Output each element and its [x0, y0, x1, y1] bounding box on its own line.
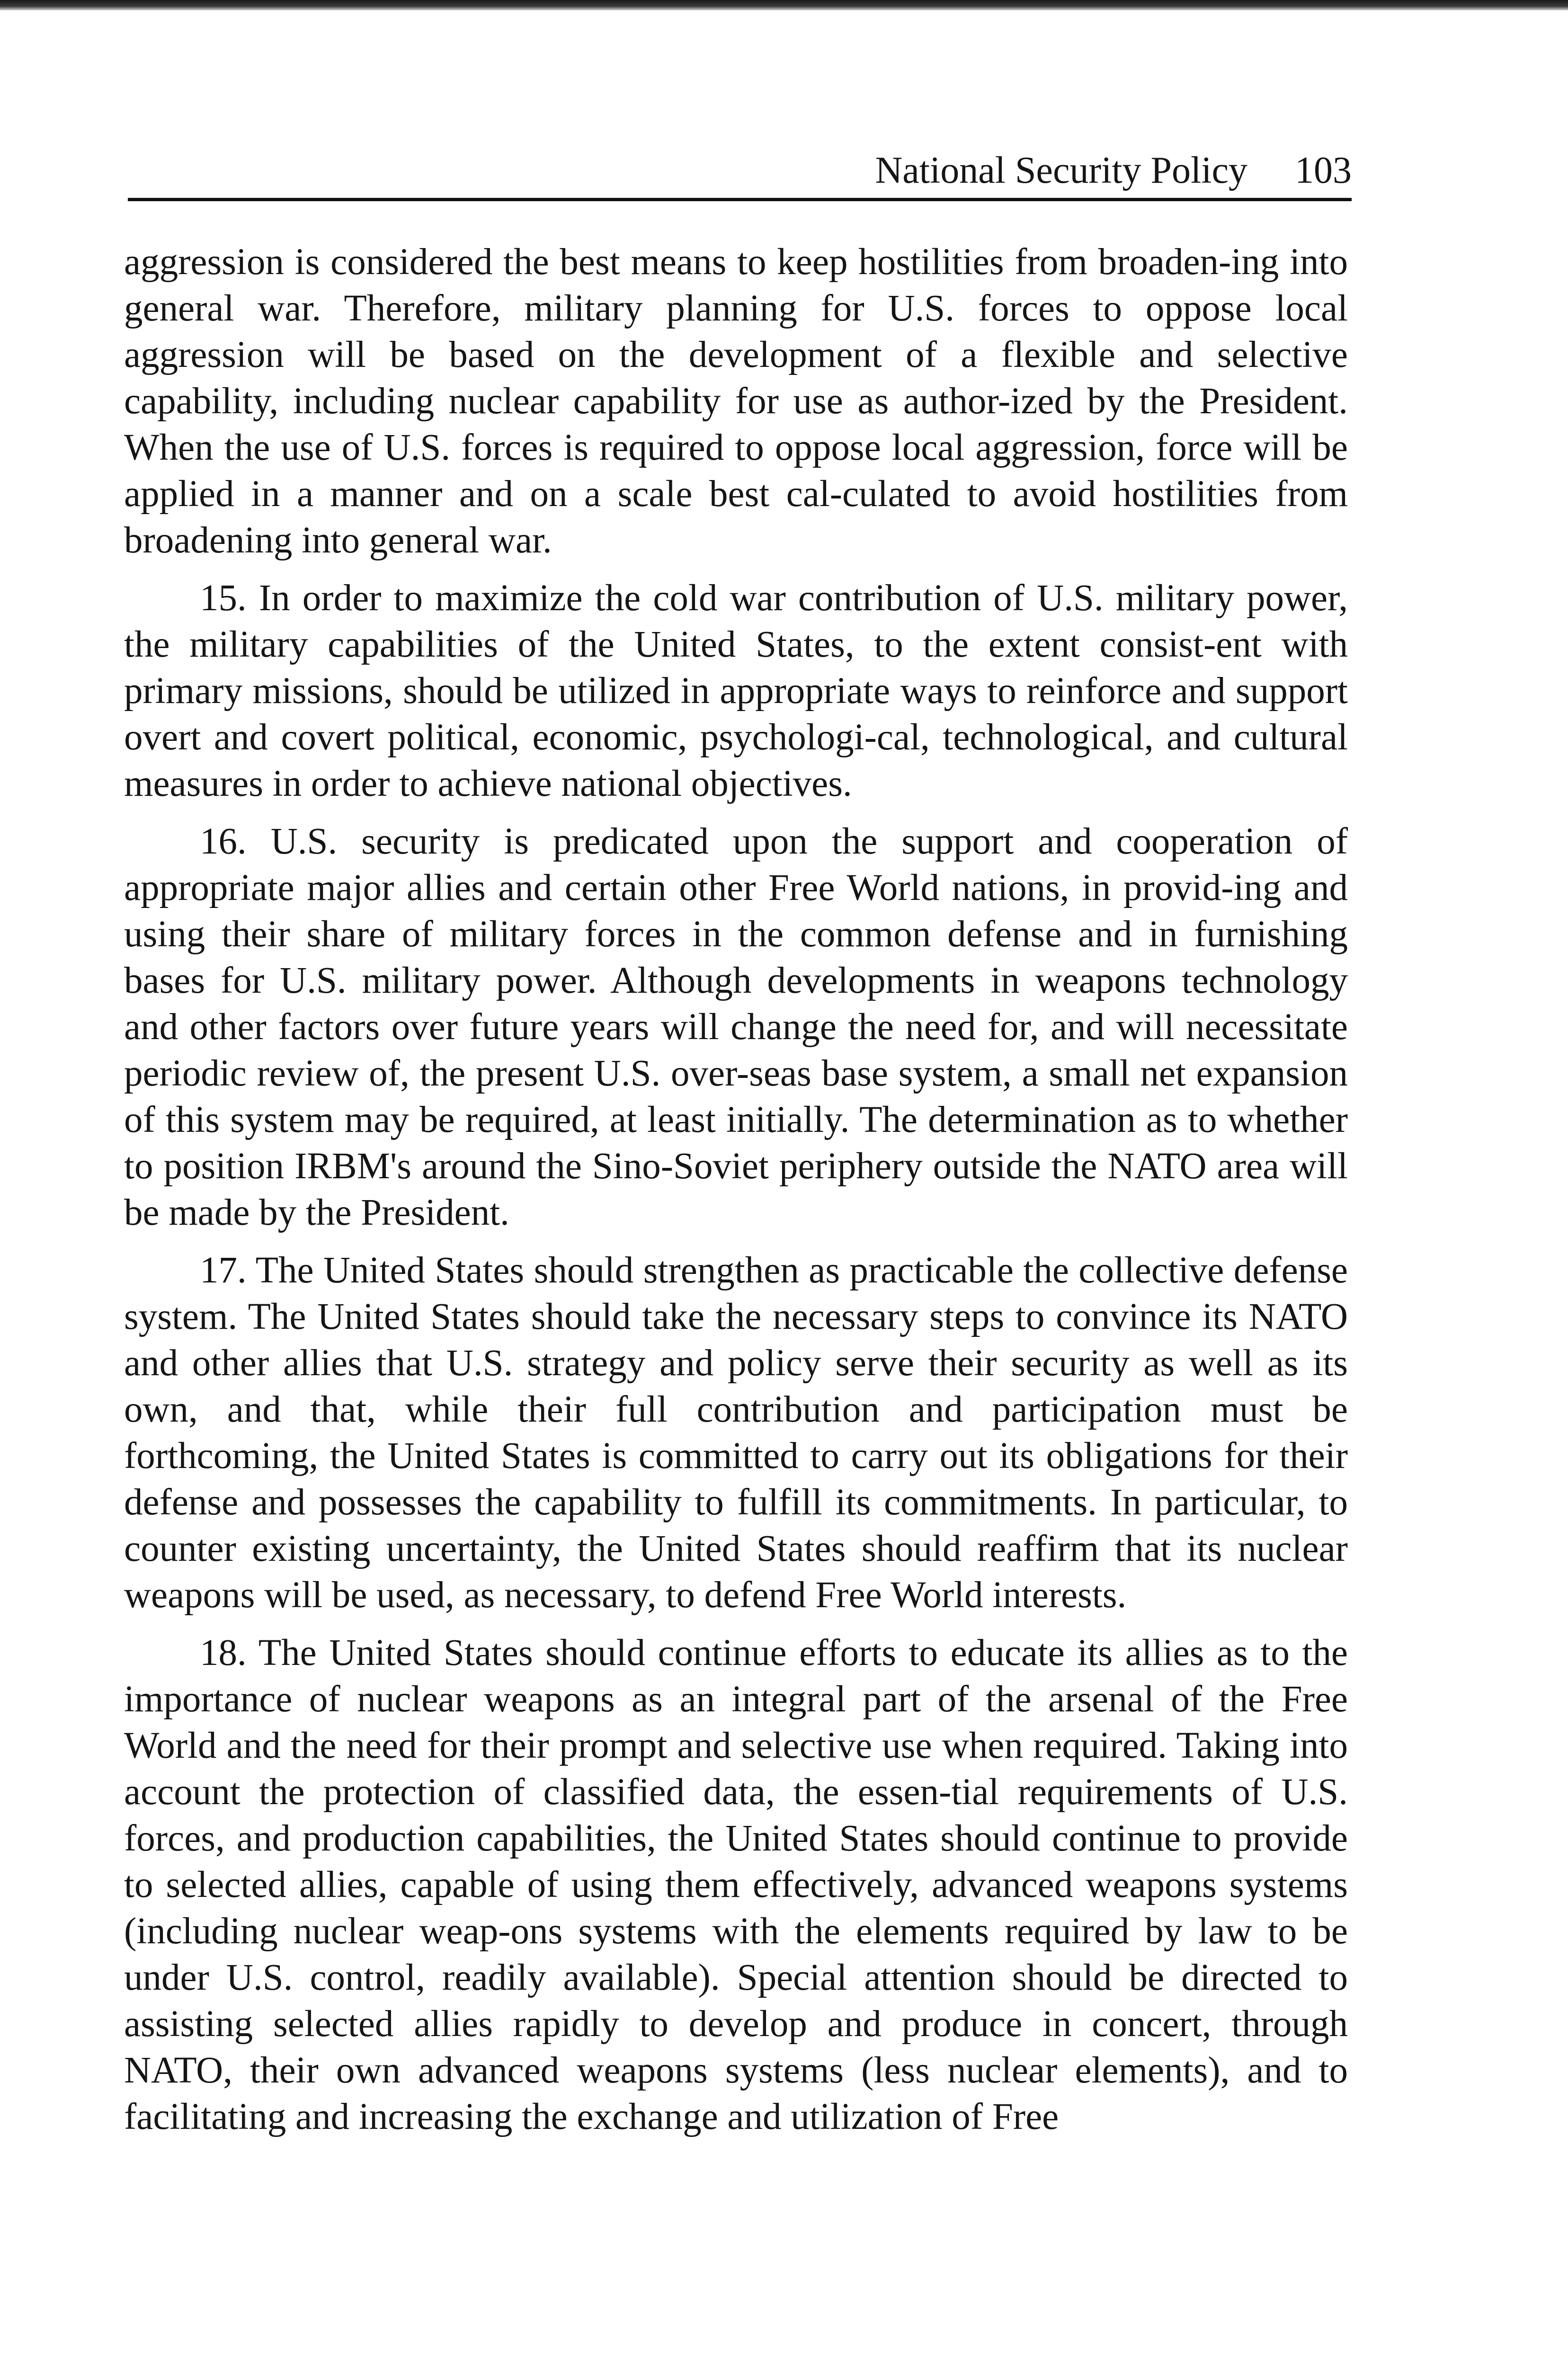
- body-text: [124, 239, 1348, 2152]
- paragraph-16: 16. U.S. security is predicated upon the support and cooperation of appropriate major allies and certain other Free World nations, in provid-ing and using their share of military forces in the common defense and in furnishing bases for U.S. military power. Although developments in weapons technology and other factors over future years will change the need for, and will necessitate periodic review of, the present U.S. over-seas base system, a small net expansion of this system may be required, at least initially. The determination as to whether to position IRBM's around the Sino-Soviet periphery outside the NATO area will be made by the President.: [124, 821, 1348, 1233]
- running-header-title: National Security Policy: [875, 150, 1247, 191]
- header-rule: [128, 198, 1352, 201]
- paragraph-continued: aggression is considered the best means to keep hostilities from broaden-ing into general war. Therefore, military planning for U.S. forces to oppose local aggression will be based on the development of a flexible and selective capability, including nuclear capability for use as author-ized by the President. When the use of U.S. forces is required to oppose local aggression, force will be applied in a manner and on a scale best cal-culated to avoid hostilities from broadening into general war.: [124, 241, 1348, 561]
- paragraph-17: 17. The United States should strengthen as practicable the collective defense system. The United States should take the necessary steps to convince its NATO and other allies that U.S. strategy and policy serve their security as well as its own, and that, while their full contribution and participation must be forthcoming, the United States is committed to carry out its obligations for their defense and possesses the capability to fulfill its commitments. In particular, to counter existing uncertainty, the United States should reaffirm that its nuclear weapons will be used, as necessary, to defend Free World interests.: [124, 1250, 1348, 1616]
- running-header: [128, 144, 1352, 196]
- paragraph-18: 18. The United States should continue efforts to educate its allies as to the importance of nuclear weapons as an integral part of the arsenal of the Free World and the need for their prompt and selective use when required. Taking into account the protection of classified data, the essen-tial requirements of U.S. forces, and production capabilities, the United States should continue to provide to selected allies, capable of using them effectively, advanced weapons systems (including nuclear weap-ons systems with the elements required by law to be under U.S. control, readily available). Special attention should be directed to assisting selected allies rapidly to develop and produce in concert, through NATO, their own advanced weapons systems (less nuclear elements), and to facilitating and increasing the exchange and utilization of Free: [124, 1632, 1348, 2137]
- page-number: 103: [1295, 150, 1352, 191]
- paragraph-15: 15. In order to maximize the cold war contribution of U.S. military power, the military capabilities of the United States, to the extent consist-ent with primary missions, should be utilized in appropriate ways to reinforce and support overt and covert political, economic, psychologi-cal, technological, and cultural measures in order to achieve national objectives.: [124, 578, 1348, 804]
